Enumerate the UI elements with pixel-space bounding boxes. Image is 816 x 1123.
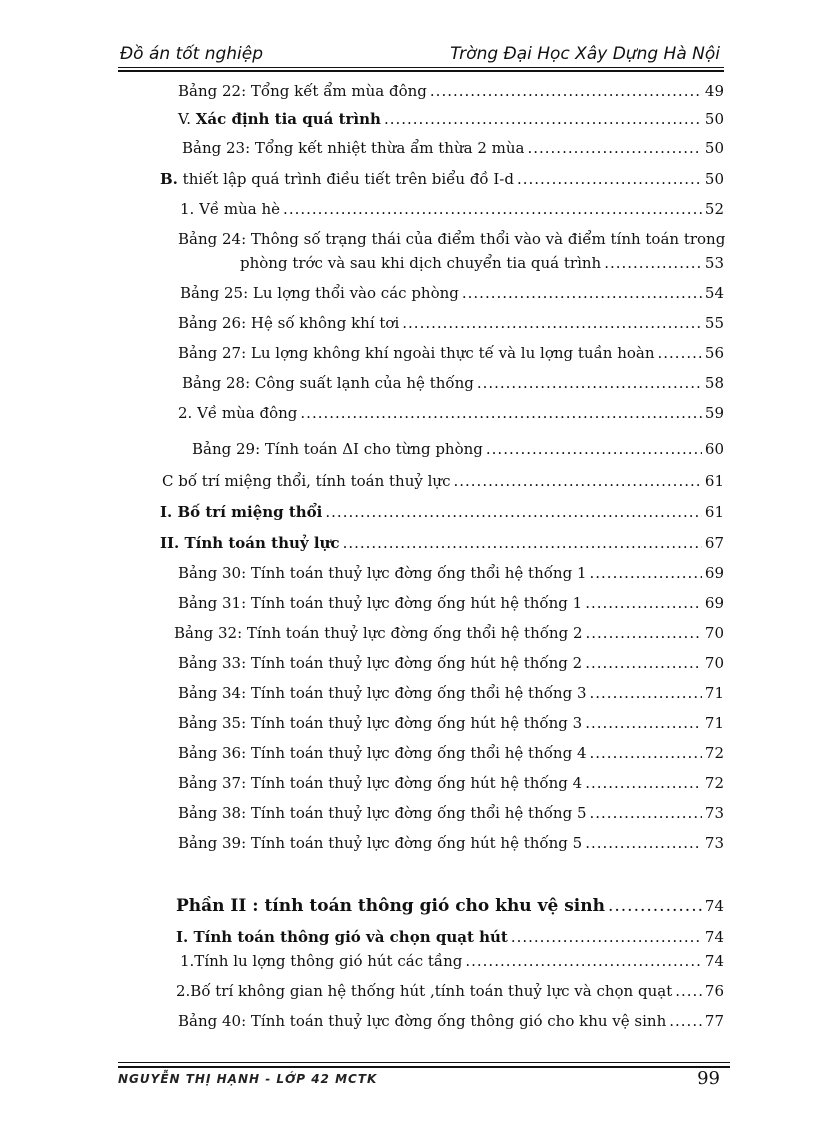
toc-page-number: 72 [704,744,724,762]
toc-entry: Bảng 30: Tính toán thuỷ lực đờng ống thổi hệ thống 1 ..... 69 [178,564,724,582]
toc-entry: Bảng 37: Tính toán thuỷ lực đờng ống hút hệ thống 4 ..... 72 [178,774,724,792]
toc-page-number: 53 [704,254,724,272]
toc-page-number: 52 [704,200,724,218]
toc-page-number: 73 [704,834,724,852]
toc-entry: Bảng 28: Công suất lạnh của hệ thống ..... 58 [182,374,724,392]
toc-page-number: 61 [704,472,724,490]
toc-entry: Bảng 31: Tính toán thuỷ lực đờng ống hút hệ thống 1 ..... 69 [178,594,724,612]
toc-page-number: 70 [704,654,724,672]
toc-entry: Bảng 36: Tính toán thuỷ lực đờng ống thổi hệ thống 4 ..... 72 [178,744,724,762]
toc-page-number: 50 [704,139,724,157]
toc-entry: Bảng 26: Hệ số không khí tơi ..... 55 [178,314,724,332]
toc-entry: Bảng 27: Lu lợng không khí ngoài thực tế và lu lợng tuần hoàn ..... 56 [178,344,724,362]
toc-page-number: 49 [704,82,724,100]
toc-entry: B. thiết lập quá trình điều tiết trên biểu đồ I-d ..... 50 [160,170,724,188]
toc-entry: Bảng 29: Tính toán ΔI cho từng phòng ..... 60 [192,440,724,458]
toc-page-number: 73 [704,804,724,822]
toc-page-number: 50 [704,110,724,128]
university-name: Trờng Đại Học Xây Dựng Hà Nội [450,44,720,64]
toc-entry: Bảng 34: Tính toán thuỷ lực đờng ống thổi hệ thống 3 ..... 71 [178,684,724,702]
toc-page-number: 60 [704,440,724,458]
toc-page-number: 71 [704,684,724,702]
toc-page-number: 72 [704,774,724,792]
toc-page-number: 74 [704,897,724,915]
toc-page-number: 58 [704,374,724,392]
toc-entry: 2.Bố trí không gian hệ thống hút ,tính toán thuỷ lực và chọn quạt ..... 76 [176,982,724,1000]
toc-page-number: 74 [704,952,724,970]
toc-entry: Bảng 40: Tính toán thuỷ lực đờng ống thông gió cho khu vệ sinh ..... 77 [178,1012,724,1030]
toc-page-number: 56 [704,344,724,362]
toc-entry: Bảng 24: Thông số trạng thái của điểm thổi vào và điểm tính toán trong [178,230,726,248]
toc-page-number: 55 [704,314,724,332]
toc-page-number: 74 [704,928,724,946]
toc-page-number: 77 [704,1012,724,1030]
toc-page-number: 76 [704,982,724,1000]
toc-entry: Bảng 39: Tính toán thuỷ lực đờng ống hút hệ thống 5 ..... 73 [178,834,724,852]
toc-entry: Bảng 22: Tổng kết ẩm mùa đông ..... 49 [178,82,724,100]
footer-rule [118,1062,730,1063]
toc-entry: V. Xác định tia quá trình ..... 50 [178,110,724,128]
author-line: NGUYỄN THỊ HẠNH - LỚP 42 MCTK [118,1072,378,1086]
toc-page-number: 61 [704,503,724,521]
toc-entry: Bảng 25: Lu lợng thổi vào các phòng ..... 54 [180,284,724,302]
toc-page-number: 50 [704,170,724,188]
toc-entry-continuation: phòng trớc và sau khi dịch chuyển tia quá trình ..... 53 [240,254,724,272]
toc-entry: I. Bố trí miệng thổi ..... 61 [160,503,724,521]
toc-entry: Bảng 23: Tổng kết nhiệt thừa ẩm thừa 2 mùa ..... 50 [182,139,724,157]
toc-entry: 1. Về mùa hè ..... 52 [180,200,724,218]
toc-entry: Bảng 35: Tính toán thuỷ lực đờng ống hút hệ thống 3 ..... 71 [178,714,724,732]
toc-entry: Phần II : tính toán thông gió cho khu vệ sinh ..... 74 [176,896,724,916]
toc-entry: Bảng 32: Tính toán thuỷ lực đờng ống thổi hệ thống 2 ..... 70 [174,624,724,642]
toc-entry: 1.Tính lu lợng thông gió hút các tầng ..... 74 [180,952,724,970]
toc-page-number: 67 [704,534,724,552]
document-title: Đồ án tốt nghiệp [120,44,264,64]
toc-entry: C bố trí miệng thổi, tính toán thuỷ lực ..... 61 [162,472,724,490]
toc-page-number: 71 [704,714,724,732]
toc-entry: Bảng 33: Tính toán thuỷ lực đờng ống hút hệ thống 2 ..... 70 [178,654,724,672]
page-footer [118,1068,720,1096]
toc-entry: Bảng 38: Tính toán thuỷ lực đờng ống thổi hệ thống 5 ..... 73 [178,804,724,822]
page-number: 99 [697,1068,720,1089]
toc-entry: II. Tính toán thuỷ lực ..... 67 [160,534,724,552]
toc-page-number: 69 [704,594,724,612]
toc-entry: 2. Về mùa đông ..... 59 [178,404,724,422]
toc-entry: I. Tính toán thông gió và chọn quạt hút ..... 74 [176,928,724,946]
toc-page-number: 69 [704,564,724,582]
toc-page-number: 59 [704,404,724,422]
toc-page-number: 54 [704,284,724,302]
toc-page-number: 70 [704,624,724,642]
